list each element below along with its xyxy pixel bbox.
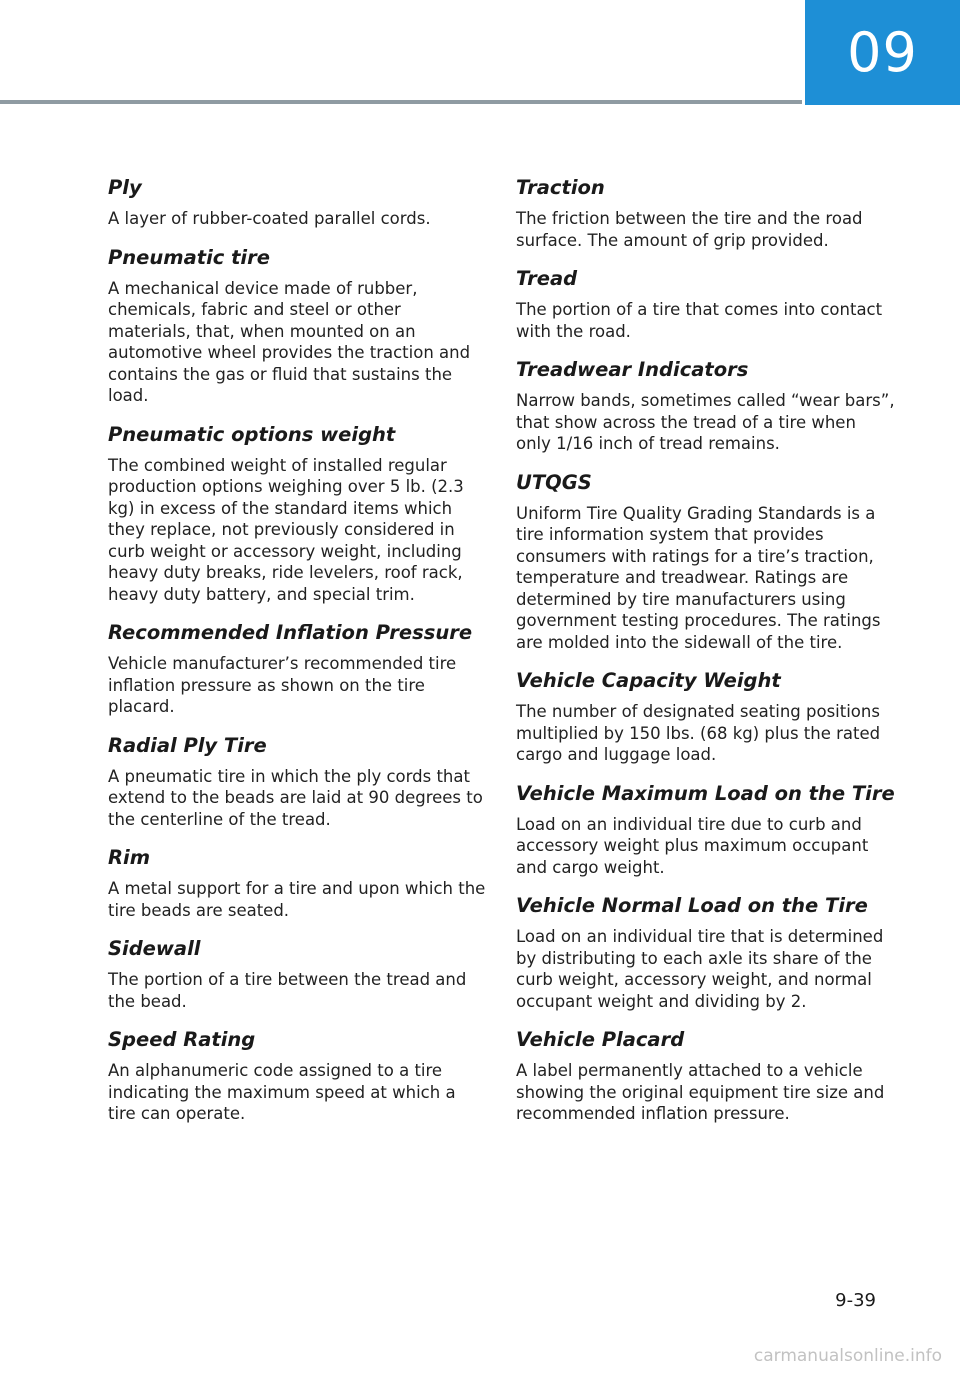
term-definition: Uniform Tire Quality Grading Standards is a tire information system that provides consumers with ratings for a tire’s traction, temperature and treadwear. Ratings are determined by tire manufacturers using government testing procedures. The ratings are molded into the sidewall of the tire.	[516, 503, 881, 652]
glossary-entry-vehicle-maximum-load	[516, 780, 896, 879]
glossary-entry-vehicle-normal-load	[516, 892, 896, 1012]
watermark: carmanualsonline.info	[753, 1346, 942, 1366]
glossary-entry-pneumatic-tire	[108, 244, 488, 407]
glossary-entry-utqgs	[516, 469, 896, 654]
right-column	[516, 174, 896, 1139]
term-definition: A metal support for a tire and upon which the tire beads are seated.	[108, 879, 486, 920]
term-definition: The portion of a tire between the tread and the bead.	[108, 970, 467, 1011]
term-definition: An alphanumeric code assigned to a tire indicating the maximum speed at which a tire can operate.	[108, 1061, 456, 1123]
term-heading: Radial Ply Tire	[108, 733, 267, 757]
term-heading: UTQGS	[516, 470, 592, 494]
term-heading: Pneumatic tire	[108, 245, 270, 269]
chapter-tab: 09	[805, 0, 960, 105]
term-heading: Vehicle Capacity Weight	[516, 669, 781, 692]
term-definition: A label permanently attached to a vehicle showing the original equipment tire size and recommended inflation pressure.	[516, 1061, 885, 1123]
term-heading: Recommended Inflation Pressure	[108, 621, 473, 644]
term-definition: The combined weight of installed regular production options weighing over 5 lb. (2.3 kg) in excess of the standard items which they replace, not previously considered in curb weight or accessory weight, including heavy duty breaks, ride levelers, roof rack, heavy duty battery, and special trim.	[108, 455, 464, 604]
term-heading: Ply	[108, 176, 142, 199]
glossary-entry-ply	[108, 174, 488, 230]
term-definition: The friction between the tire and the road surface. The amount of grip provided.	[516, 209, 863, 250]
glossary-entry-treadwear-indicators	[516, 356, 896, 455]
term-heading: Rim	[108, 846, 151, 869]
term-heading: Traction	[516, 176, 605, 199]
term-definition: A pneumatic tire in which the ply cords that extend to the beads are laid at 90 degrees to the centerline of the tread.	[108, 766, 483, 829]
glossary-entry-sidewall	[108, 935, 488, 1012]
term-heading: Tread	[516, 267, 578, 290]
term-heading: Vehicle Maximum Load on the Tire	[516, 781, 895, 805]
term-heading: Sidewall	[108, 937, 201, 960]
glossary-entry-speed-rating	[108, 1026, 488, 1125]
term-heading: Vehicle Normal Load on the Tire	[516, 894, 868, 917]
glossary-entry-vehicle-capacity-weight	[516, 667, 896, 766]
glossary-entry-rim	[108, 844, 488, 921]
term-heading: Pneumatic options weight	[108, 422, 396, 446]
term-definition: Load on an individual tire due to curb and accessory weight plus maximum occupant and cargo weight.	[516, 814, 869, 877]
term-definition: Narrow bands, sometimes called “wear bars”, that show across the tread of a tire when only 1/16 inch of tread remains.	[516, 391, 895, 453]
glossary-entry-recommended-inflation-pressure	[108, 619, 488, 718]
glossary-entry-radial-ply-tire	[108, 732, 488, 831]
term-definition: The number of designated seating positions multiplied by 150 lbs. (68 kg) plus the rated cargo and luggage load.	[516, 702, 881, 764]
term-definition: A mechanical device made of rubber, chemicals, fabric and steel or other materials, that, when mounted on an automotive wheel provides the traction and contains the gas or fluid that sustains the load.	[108, 278, 471, 405]
term-heading: Vehicle Placard	[516, 1028, 685, 1051]
glossary-entry-vehicle-placard	[516, 1026, 896, 1125]
glossary-entry-pneumatic-options-weight	[108, 421, 488, 606]
left-column	[108, 174, 488, 1139]
glossary-entry-tread	[516, 265, 896, 342]
page-number: 9-39	[835, 1290, 876, 1311]
term-definition: The portion of a tire that comes into contact with the road.	[516, 300, 883, 341]
term-heading: Speed Rating	[108, 1028, 256, 1051]
term-definition: Vehicle manufacturer’s recommended tire inflation pressure as shown on the tire placard.	[108, 654, 457, 716]
header-rule	[0, 100, 802, 104]
glossary-entry-traction	[516, 174, 896, 251]
term-definition: Load on an individual tire that is determined by distributing to each axle its share of the curb weight, accessory weight, and normal occupant weight and dividing by 2.	[516, 927, 884, 1011]
term-definition: A layer of rubber-coated parallel cords.	[108, 209, 431, 228]
term-heading: Treadwear Indicators	[516, 358, 749, 381]
